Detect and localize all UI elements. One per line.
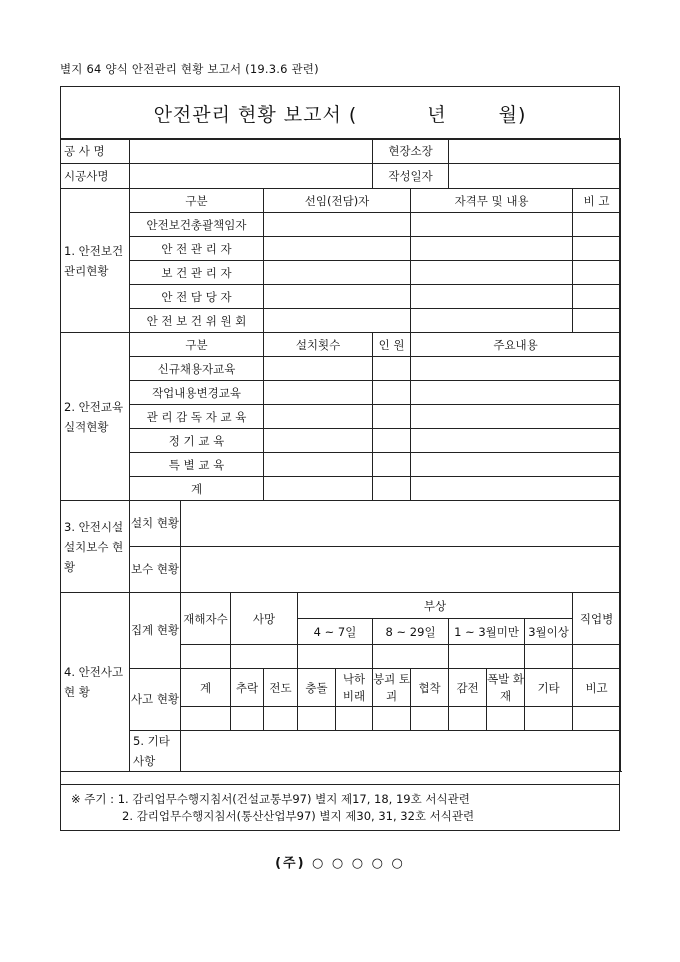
s1-row-label: 안전보건총괄책임자 [130,213,264,237]
s2-cell[interactable] [411,453,621,477]
s4-acc-cell[interactable] [181,707,231,731]
s2-cell[interactable] [411,477,621,501]
s2-cell[interactable] [411,381,621,405]
contractor-label: 시공사명 [61,164,130,189]
s2-cell[interactable] [264,405,373,429]
s1-cell[interactable] [573,285,621,309]
s4-agg-cell[interactable] [181,645,231,669]
s2-cell[interactable] [411,357,621,381]
s2-row-label: 특 별 교 육 [130,453,264,477]
s2-cell[interactable] [264,429,373,453]
s3-install-field[interactable] [181,501,621,547]
s3-install-label: 설치 현황 [130,501,181,547]
s4-agg-cell[interactable] [573,645,621,669]
s4-agg-cell[interactable] [373,645,449,669]
s1-cell[interactable] [411,285,573,309]
title-month: 월) [498,103,527,126]
s1-col-type: 구분 [130,189,264,213]
s4-acc-cell[interactable] [298,707,336,731]
s5-field[interactable] [181,731,621,772]
s4-acc-cell[interactable] [336,707,373,731]
s1-cell[interactable] [573,261,621,285]
s4-acc-cell[interactable] [525,707,573,731]
s1-cell[interactable] [573,237,621,261]
s1-cell[interactable] [264,285,411,309]
s4-acc-cell[interactable] [573,707,621,731]
s1-cell[interactable] [411,237,573,261]
s4-acc-cell[interactable] [264,707,298,731]
report-form [60,86,620,831]
s4-inj-col: 1 ~ 3월미만 [449,619,525,645]
s2-cell[interactable] [264,477,373,501]
s1-row-label: 안 전 담 당 자 [130,285,264,309]
s2-row-total: 계 [130,477,264,501]
s2-cell[interactable] [373,453,411,477]
project-name-field[interactable] [130,139,373,164]
site-manager-label: 현장소장 [373,139,449,164]
s4-acc-col: 감전 [449,669,487,707]
s2-cell[interactable] [264,357,373,381]
s4-inj-col: 8 ~ 29일 [373,619,449,645]
s4-death: 사망 [231,593,298,645]
s4-acc-cell[interactable] [373,707,411,731]
s2-row-label: 신규채용자교육 [130,357,264,381]
s4-acc-col: 기타 [525,669,573,707]
s4-occupational: 직업병 [573,593,621,645]
s2-cell[interactable] [264,453,373,477]
s1-row-label: 안 전 보 건 위 원 회 [130,309,264,333]
form-caption: 별지 64 양식 안전관리 현황 보고서 (19.3.6 관련) [60,62,319,76]
form-title [61,87,619,140]
s2-col-people: 인 원 [373,333,411,357]
s2-col-content: 주요내용 [411,333,621,357]
s4-acc-col: 충돌 [298,669,336,707]
s2-col-type: 구분 [130,333,264,357]
s2-cell[interactable] [373,357,411,381]
form-notes [61,784,619,830]
s2-cell[interactable] [411,429,621,453]
section3-label: 3. 안전시설 설치보수 현 황 [61,501,130,593]
s2-row-label: 작업내용변경교육 [130,381,264,405]
project-name-label: 공 사 명 [61,139,130,164]
s1-col-appoint: 선임(전담)자 [264,189,411,213]
s4-agg-cell[interactable] [298,645,373,669]
s4-acc-col: 붕괴 토괴 [373,669,411,707]
s2-cell[interactable] [373,429,411,453]
s4-acc-label: 사고 현황 [130,669,181,731]
s1-cell[interactable] [573,213,621,237]
s1-row-label: 안 전 관 리 자 [130,237,264,261]
section2-label: 2. 안전교육 실적현황 [61,333,130,501]
s4-injury: 부상 [298,593,573,619]
s2-col-count: 설치횟수 [264,333,373,357]
s2-cell[interactable] [373,477,411,501]
report-table [60,138,621,772]
title-main: 안전관리 현황 보고서 ( [153,103,358,126]
s2-cell[interactable] [264,381,373,405]
s1-cell[interactable] [264,261,411,285]
s2-row-label: 정 기 교 육 [130,429,264,453]
s4-acc-cell[interactable] [411,707,449,731]
s1-col-note: 비 고 [573,189,621,213]
s1-cell[interactable] [411,213,573,237]
s2-row-label: 관 리 감 독 자 교 육 [130,405,264,429]
s4-acc-col: 낙하 비래 [336,669,373,707]
s4-agg-label: 집계 현황 [130,593,181,669]
s4-acc-col: 협착 [411,669,449,707]
s1-cell[interactable] [264,309,411,333]
s4-agg-cell[interactable] [231,645,298,669]
contractor-field[interactable] [130,164,373,189]
s4-acc-cell[interactable] [449,707,487,731]
note-1: ※ 주기 : 1. 감리업무수행지침서(건설교통부97) 별지 제17, 18, 19호 서식관련 [71,792,470,806]
s4-inj-col: 3월이상 [525,619,573,645]
section1-label: 1. 안전보건 관리현황 [61,189,130,333]
site-manager-field[interactable] [449,139,621,164]
s1-cell[interactable] [411,309,573,333]
s1-row-label: 보 건 관 리 자 [130,261,264,285]
section4-label: 4. 안전사고 현 황 [61,593,130,772]
s4-acc-col: 추락 [231,669,264,707]
s4-acc-col: 전도 [264,669,298,707]
s1-col-qual: 자격무 및 내용 [411,189,573,213]
s2-cell[interactable] [411,405,621,429]
s4-acc-cell[interactable] [231,707,264,731]
s3-repair-label: 보수 현황 [130,547,181,593]
s2-cell[interactable] [373,381,411,405]
s1-cell[interactable] [264,213,411,237]
s4-agg-cell[interactable] [449,645,525,669]
company-footer: (주) ○ ○ ○ ○ ○ [275,856,405,871]
section5-label: 5. 기타사항 [130,731,181,772]
date-written-field[interactable] [449,164,621,189]
s4-victims: 재해자수 [181,593,231,645]
s4-agg-cell[interactable] [525,645,573,669]
s4-acc-col: 계 [181,669,231,707]
s4-acc-cell[interactable] [487,707,525,731]
s1-cell[interactable] [573,309,621,333]
s1-cell[interactable] [411,261,573,285]
title-year: 년 [427,103,447,126]
note-2: 2. 감리업무수행지침서(통산산업부97) 별지 제30, 31, 32호 서식관련 [122,809,475,823]
s4-acc-col: 폭발 화재 [487,669,525,707]
s2-cell[interactable] [373,405,411,429]
date-written-label: 작성일자 [373,164,449,189]
s3-repair-field[interactable] [181,547,621,593]
s4-acc-col: 비고 [573,669,621,707]
s4-inj-col: 4 ~ 7일 [298,619,373,645]
s1-cell[interactable] [264,237,411,261]
